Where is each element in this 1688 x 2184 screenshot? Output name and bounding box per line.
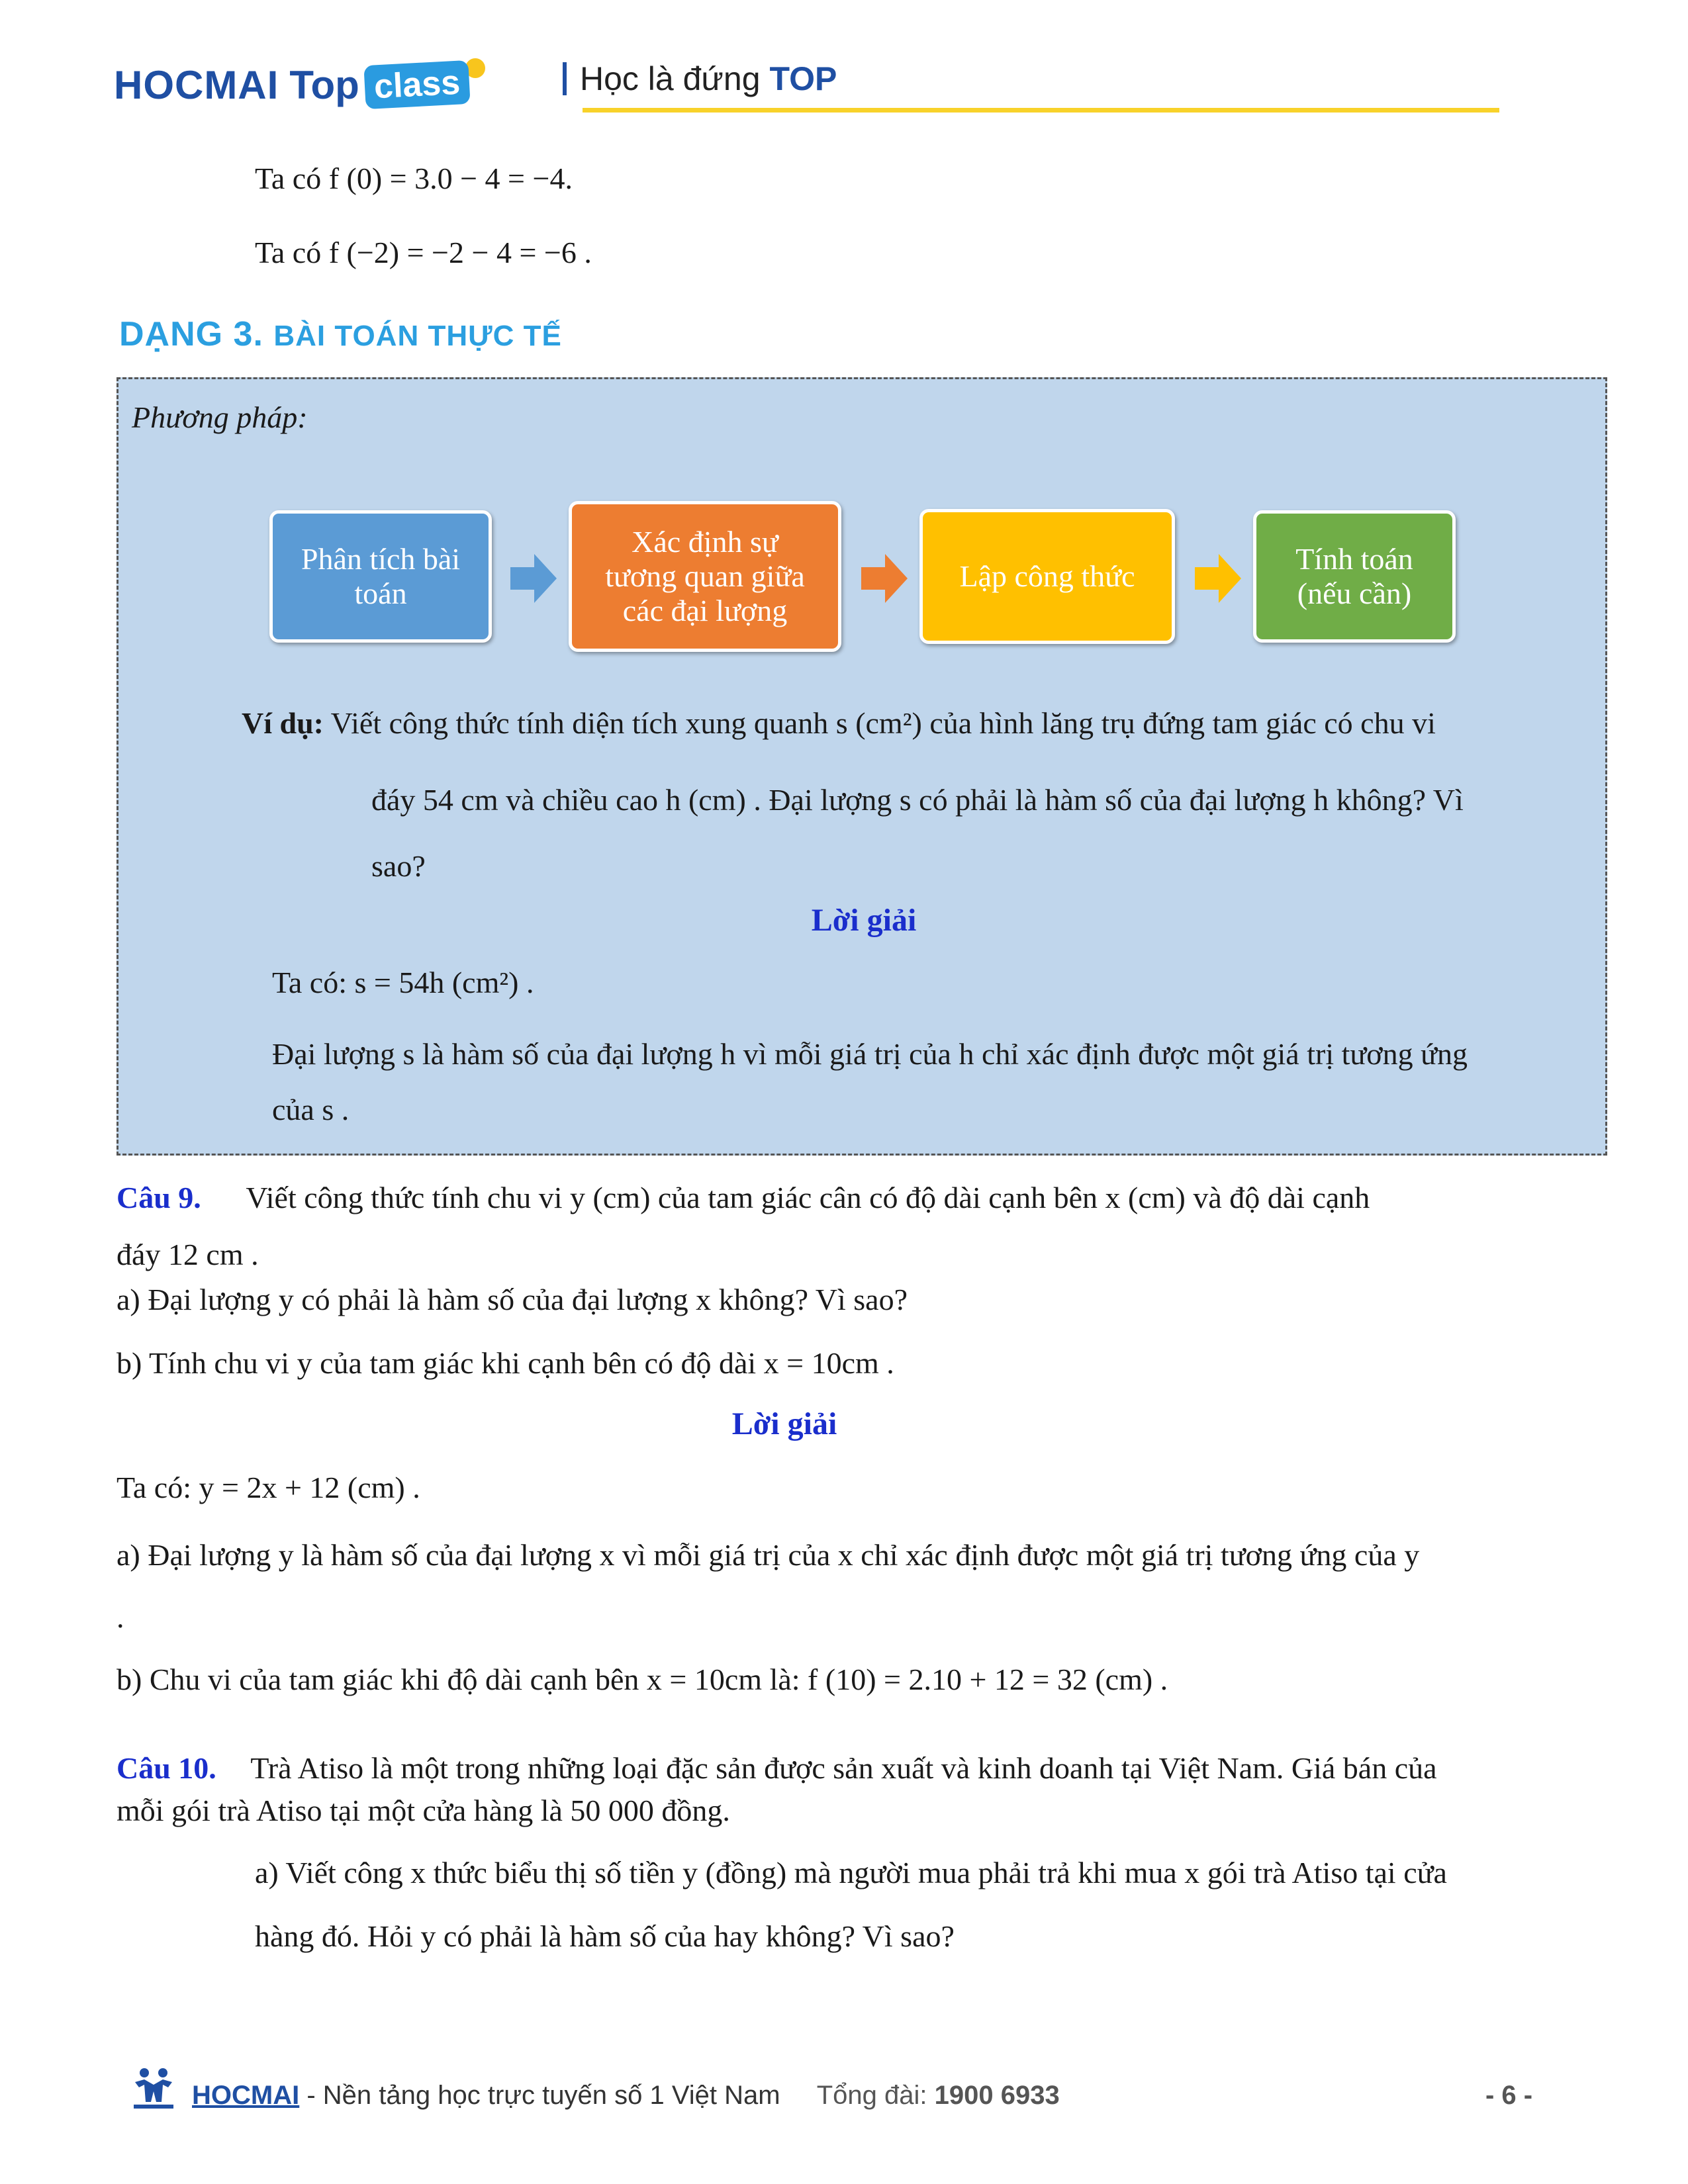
logo-class-badge: class: [363, 60, 470, 109]
q10-line-1: [117, 1749, 1437, 1788]
flow-step-line: Xác định sự: [632, 525, 778, 559]
q9-label: Câu 9.: [117, 1181, 201, 1214]
footer-hotline: 1900 6933: [934, 2081, 1060, 2110]
q9-solution-a-dot: .: [117, 1600, 124, 1634]
example-label: Ví dụ:: [242, 706, 324, 740]
intro-line-2: Ta có f (−2) = −2 − 4 = −6 .: [255, 236, 592, 269]
flow-step-compute: [1253, 510, 1456, 643]
q9-solution-a: a) Đại lượng y là hàm số của đại lượng x vì mỗi giá trị của x chỉ xác định được một giá trị tương ứng của y: [117, 1538, 1420, 1572]
footer-brand-link[interactable]: HOCMAI: [192, 2081, 300, 2110]
flow-step-line: tương quan giữa: [605, 559, 805, 593]
logo-hocmai-text: HOCMAI: [114, 62, 279, 107]
q9-part-b: b) Tính chu vi y của tam giác khi cạnh bên có độ dài x = 10cm .: [117, 1346, 894, 1380]
header-slogan: [563, 60, 837, 98]
section-prefix: DẠNG 3.: [119, 315, 263, 353]
intro-line-1: Ta có f (0) = 3.0 − 4 = −4.: [255, 161, 573, 195]
q9-solution-1: Ta có: y = 2x + 12 (cm) .: [117, 1471, 420, 1504]
q9-part-a: a) Đại lượng y có phải là hàm số của đại lượng x không? Vì sao?: [117, 1283, 908, 1316]
example-solution-line-3: của s .: [272, 1093, 350, 1126]
section-title: BÀI TOÁN THỰC TẾ: [273, 320, 562, 352]
flow-step-analyze: [269, 510, 492, 643]
page-number: - 6 -: [1485, 2081, 1533, 2110]
flow-arrow-icon: [510, 554, 557, 603]
q9-solution-title: Lời giải: [731, 1406, 837, 1441]
header-divider: [583, 108, 1499, 113]
footer-hotline-label: Tổng đài:: [816, 2081, 927, 2110]
example-text-1: Viết công thức tính diện tích xung quanh s (cm²) của hình lăng trụ đứng tam giác có chu vi: [323, 706, 1436, 740]
hocmai-topclass-logo: [114, 58, 485, 111]
flow-step-formula: [919, 509, 1175, 644]
example-solution-line-2: Đại lượng s là hàm số của đại lượng h vì mỗi giá trị của h chỉ xác định được một giá trị tương ứng: [272, 1037, 1468, 1071]
flow-arrow-icon: [861, 554, 908, 603]
slogan-text: Học là đứng: [580, 60, 761, 97]
slogan-strong: TOP: [769, 60, 837, 97]
flow-step-line: Phân tích bài: [301, 542, 461, 576]
q9-line-2: đáy 12 cm .: [117, 1238, 259, 1271]
flow-step-line: Tính toán: [1295, 542, 1413, 576]
hocmai-people-icon: [130, 2065, 177, 2113]
q9-text-1: Viết công thức tính chu vi y (cm) của tam giác cân có độ dài cạnh bên x (cm) và độ dài cạnh: [246, 1181, 1370, 1214]
example-solution-line-1: Ta có: s = 54h (cm²) .: [272, 966, 534, 999]
logo-top-text: Top: [289, 62, 359, 107]
q10-line-2: mỗi gói trà Atiso tại một cửa hàng là 50 000 đồng.: [117, 1794, 730, 1827]
method-box: [117, 377, 1607, 1156]
flow-step-line: Lập công thức: [959, 559, 1135, 593]
footer-tagline: - Nền tảng học trực tuyến số 1 Việt Nam: [299, 2081, 780, 2110]
flow-step-line: (nếu cần): [1297, 576, 1412, 610]
method-label: Phương pháp:: [132, 400, 308, 434]
flow-arrow-icon: [1195, 554, 1241, 603]
footer-text: [192, 2081, 1060, 2111]
q10-part-a-1: a) Viết công x thức biểu thị số tiền y (đồng) mà người mua phải trả khi mua x gói trà Atiso tại cửa: [255, 1856, 1447, 1889]
q9-line-1: [117, 1178, 1370, 1218]
q9-solution-b: b) Chu vi của tam giác khi độ dài cạnh bên x = 10cm là: f (10) = 2.10 + 12 = 32 (cm) .: [117, 1662, 1168, 1696]
example-solution-title: Lời giải: [811, 903, 917, 938]
example-line-3: sao?: [371, 849, 426, 883]
q10-part-a-2: hàng đó. Hỏi y có phải là hàm số của hay không? Vì sao?: [255, 1919, 955, 1953]
example-line-1: [242, 704, 1436, 743]
flow-step-line: toán: [354, 576, 407, 610]
slogan-bar-icon: [563, 62, 567, 95]
section-heading: [119, 314, 562, 354]
example-line-2: đáy 54 cm và chiều cao h (cm) . Đại lượng s có phải là hàm số của đại lượng h không? Vì: [371, 783, 1464, 817]
flow-step-relate: [569, 501, 841, 652]
flow-step-line: các đại lượng: [622, 594, 788, 627]
q10-text-1: Trà Atiso là một trong những loại đặc sản được sản xuất và kinh doanh tại Việt Nam. Giá bán của: [250, 1751, 1437, 1785]
q10-label: Câu 10.: [117, 1751, 216, 1785]
